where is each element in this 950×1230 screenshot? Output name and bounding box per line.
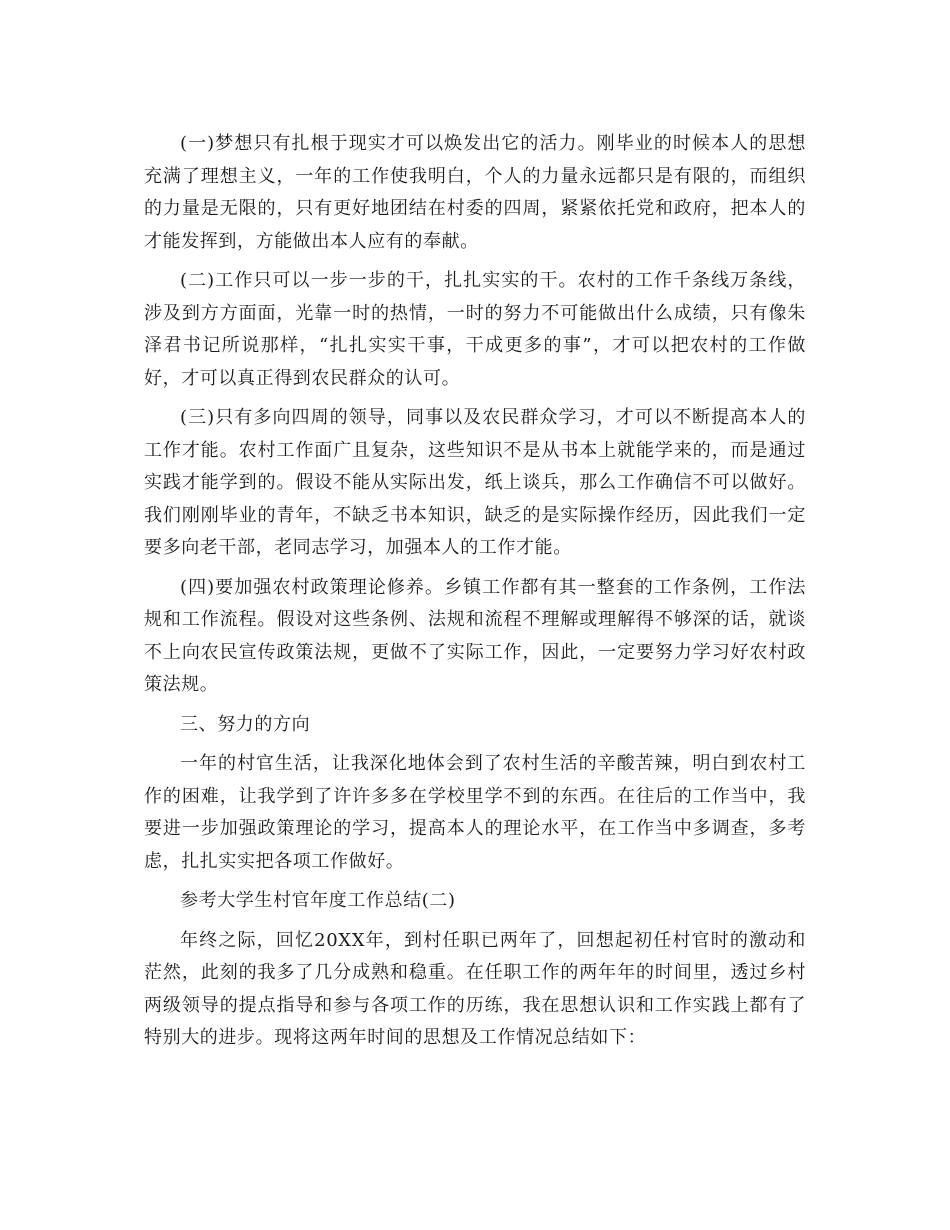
section-heading-summary-two: 参考大学生村官年度工作总结(二) <box>180 890 456 911</box>
paragraph-point-three: (三)只有多向四周的领导，同事以及农民群众学习，才可以不断提高本人的工作才能。农村工作面广且复杂，这些知识不是从书本上就能学来的，而是通过实践才能学到的。假设不能从实际出发，纸上谈兵，那么工作确信不可以做好。我们刚刚毕业的青年，不缺乏书本知识，缺乏的是实际操作经历，因此我们一定要多向老干部，老同志学习，加强本人的工作才能。 <box>144 407 806 558</box>
section-heading-direction: 三、努力的方向 <box>180 713 311 735</box>
paragraph-point-one: (一)梦想只有扎根于现实才可以焕发出它的活力。刚毕业的时候本人的思想充满了理想主义，一年的工作使我明白，个人的力量永远都只是有限的，而组织的力量是无限的，只有更好地团结在村委的四周，紧紧依托党和政府，把本人的才能发挥到，方能做出本人应有的奉献。 <box>144 133 806 252</box>
paragraph-direction: 一年的村官生活，让我深化地体会到了农村生活的辛酸苦辣，明白到农村工作的困难，让我学到了许许多多在学校里学不到的东西。在往后的工作当中，我要进一步加强政策理论的学习，提高本人的理论水平，在工作当中多调查，多考虑，扎扎实实把各项工作做好。 <box>144 753 806 872</box>
paragraph-year-end: 年终之际，回忆20XX年，到村任职已两年了，回想起初任村官时的激动和茫然，此刻的我多了几分成熟和稳重。在任职工作的两年年的时间里，透过乡村两级领导的提点指导和参与各项工作的历练，我在思想认识和工作实践上都有了特别大的进步。现将这两年时间的思想及工作情况总结如下： <box>144 929 806 1048</box>
document-body <box>144 128 806 1055</box>
paragraph-point-four: (四)要加强农村政策理论修养。乡镇工作都有其一整套的工作条例，工作法规和工作流程。假设对这些条例、法规和流程不理解或理解得不够深的话，就谈不上向农民宣传政策法规，更做不了实际工作，因此，一定要努力学习好农村政策法规。 <box>144 576 806 695</box>
paragraph-point-two: (二)工作只可以一步一步的干，扎扎实实的干。农村的工作千条线万条线，涉及到方方面面，光靠一时的热情，一时的努力不可能做出什么成绩，只有像朱泽君书记所说那样，“扎扎实实干事，干成更多的事”，才可以把农村的工作做好，才可以真正得到农民群众的认可。 <box>144 270 806 389</box>
